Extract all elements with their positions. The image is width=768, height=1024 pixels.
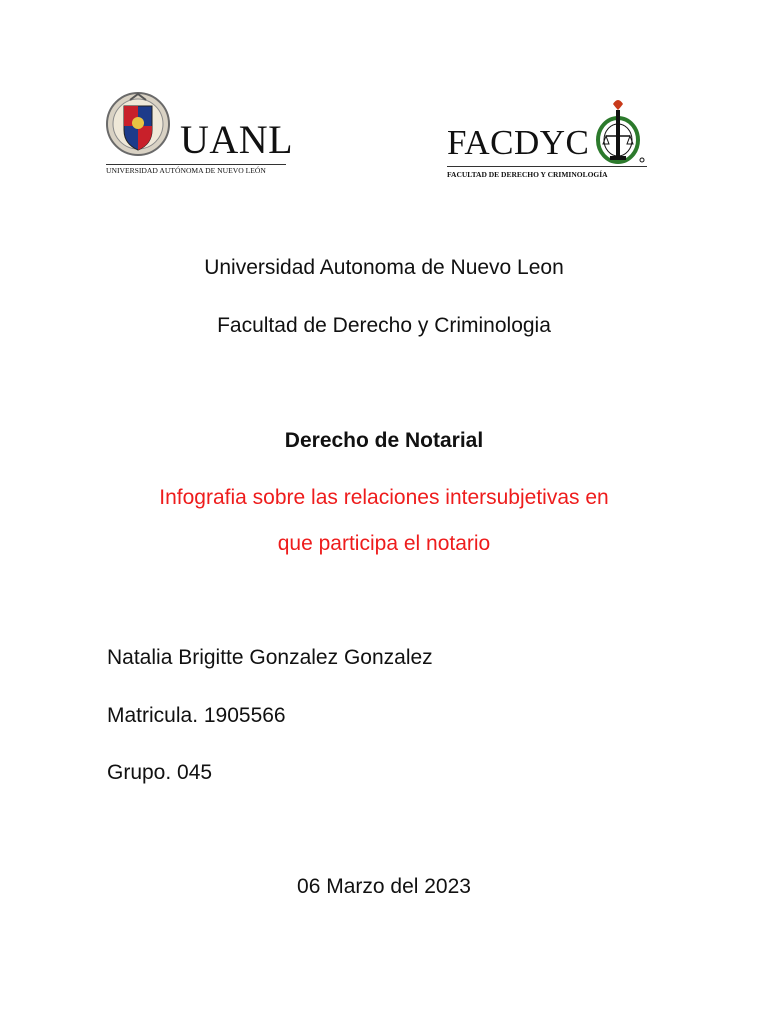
facdyc-emblem-icon <box>594 96 650 168</box>
assignment-title-line-2: que participa el notario <box>277 532 491 555</box>
assignment-title-line-1: Infografia sobre las relaciones intersubjetivas en <box>159 486 609 509</box>
student-matricula: Matricula. 1905566 <box>107 704 286 727</box>
document-date: 06 Marzo del 2023 <box>297 875 471 898</box>
uanl-logo <box>106 90 294 182</box>
uanl-wordmark: UANL <box>180 117 294 162</box>
facdyc-subtitle: FACULTAD DE DERECHO Y CRIMINOLOGÍA <box>447 170 608 179</box>
university-name: Universidad Autonoma de Nuevo Leon <box>204 256 564 279</box>
uanl-subtitle: UNIVERSIDAD AUTÓNOMA DE NUEVO LEÓN <box>106 166 266 175</box>
uanl-shield-icon <box>106 90 170 162</box>
uanl-divider <box>106 164 286 165</box>
student-group: Grupo. 045 <box>107 761 213 784</box>
facdyc-wordmark: FACDYC <box>447 123 590 162</box>
facdyc-divider <box>447 166 647 167</box>
facdyc-logo <box>444 96 654 186</box>
faculty-name: Facultad de Derecho y Criminologia <box>217 314 551 337</box>
subject-title: Derecho de Notarial <box>284 429 484 452</box>
student-name: Natalia Brigitte Gonzalez Gonzalez <box>107 646 433 669</box>
